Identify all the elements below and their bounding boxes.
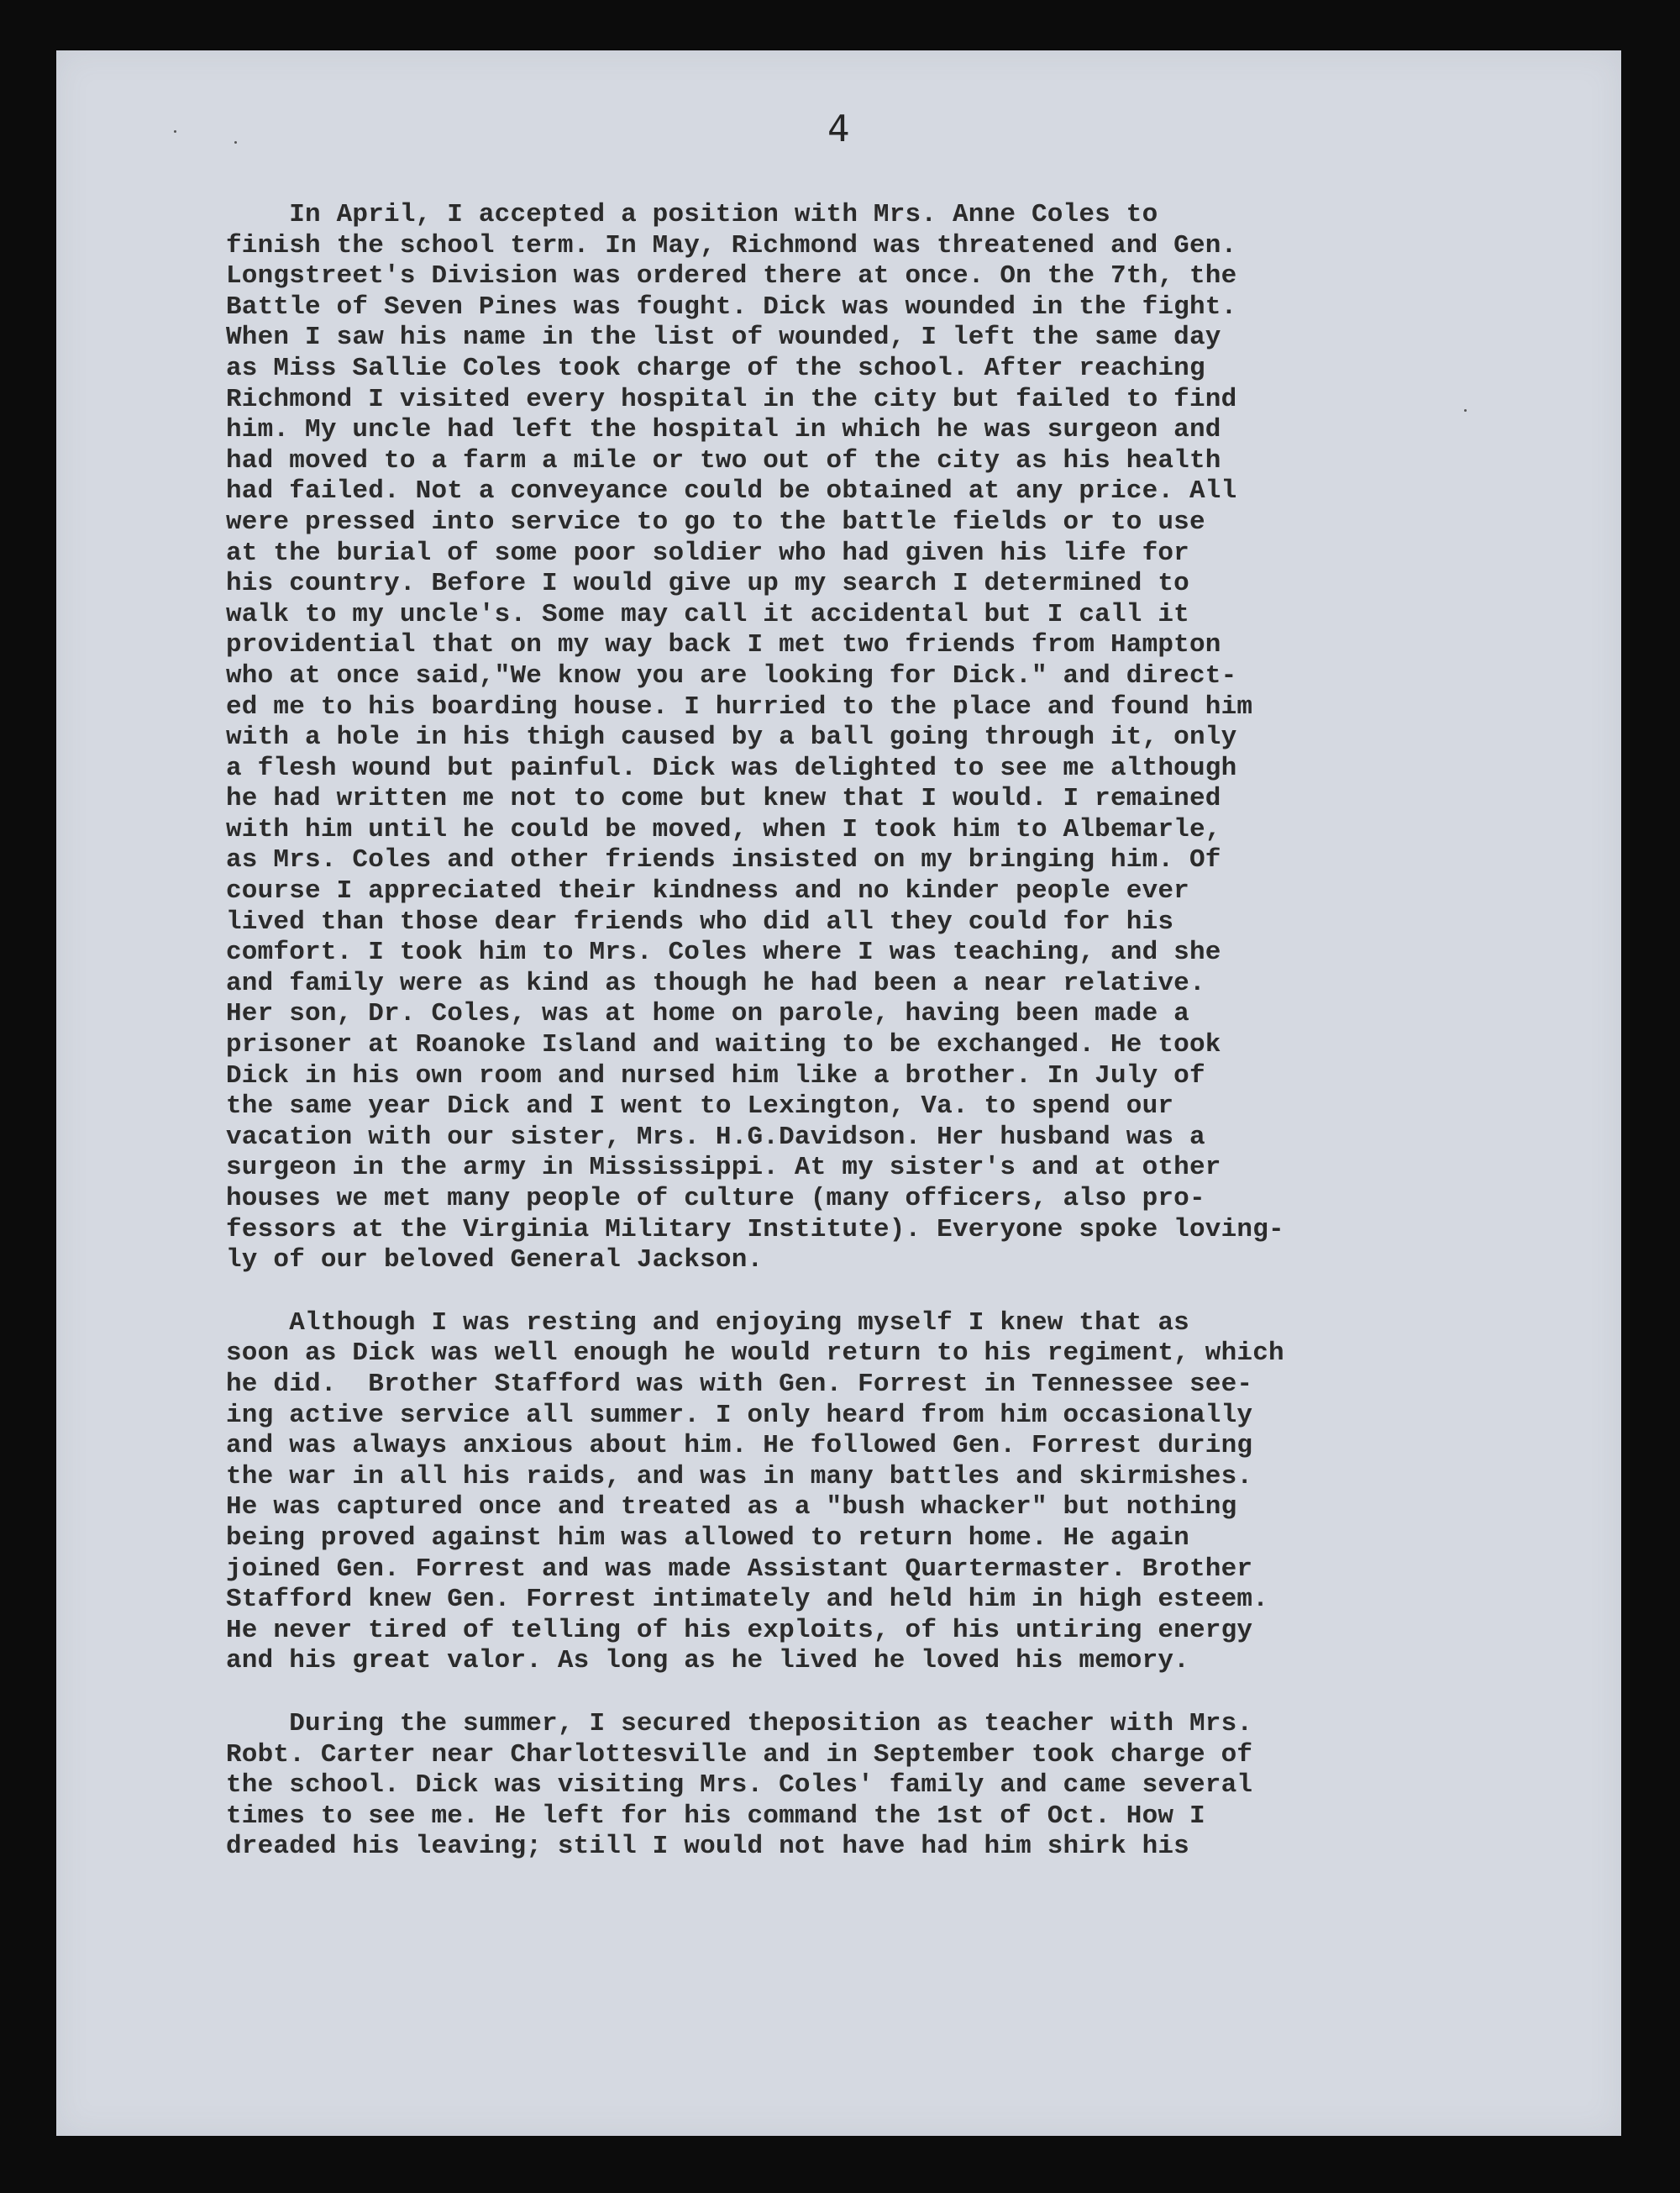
- text-line: who at once said,"We know you are looking for Dick." and direct-: [226, 660, 1237, 691]
- paragraph-2: [226, 1308, 1553, 1677]
- text-line: Stafford knew Gen. Forrest intimately and held him in high esteem.: [226, 1585, 1268, 1615]
- paragraph-gap: [226, 1276, 1553, 1308]
- text-line: Battle of Seven Pines was fought. Dick was wounded in the fight.: [226, 292, 1237, 322]
- text-line: the war in all his raids, and was in many battles and skirmishes.: [226, 1461, 1253, 1491]
- text-line: his country. Before I would give up my search I determined to: [226, 569, 1189, 599]
- text-line: and was always anxious about him. He followed Gen. Forrest during: [226, 1431, 1253, 1461]
- text-line: being proved against him was allowed to return home. He again: [226, 1522, 1189, 1553]
- document-body: [226, 200, 1553, 1863]
- text-line: Longstreet's Division was ordered there at once. On the 7th, the: [226, 261, 1237, 292]
- text-line: ing active service all summer. I only heard from him occasionally: [226, 1400, 1253, 1430]
- text-line: When I saw his name in the list of wounded, I left the same day: [226, 323, 1221, 353]
- text-line: Her son, Dr. Coles, was at home on parole, having been made a: [226, 999, 1189, 1029]
- text-line: He never tired of telling of his exploits, of his untiring energy: [226, 1615, 1253, 1645]
- text-line: finish the school term. In May, Richmond was threatened and Gen.: [226, 230, 1237, 260]
- text-line: ly of our beloved General Jackson.: [226, 1245, 764, 1275]
- text-line: at the burial of some poor soldier who had given his life for: [226, 538, 1189, 568]
- text-line: had moved to a farm a mile or two out of the city as his health: [226, 445, 1221, 476]
- text-line: the same year Dick and I went to Lexington, Va. to spend our: [226, 1091, 1174, 1122]
- text-line: soon as Dick was well enough he would return to his regiment, which: [226, 1338, 1284, 1369]
- text-line: as Mrs. Coles and other friends insisted on my bringing him. Of: [226, 845, 1221, 876]
- text-line: with a hole in his thigh caused by a ball going through it, only: [226, 723, 1237, 753]
- text-line: surgeon in the army in Mississippi. At my sister's and at other: [226, 1153, 1221, 1183]
- text-line: times to see me. He left for his command the 1st of Oct. How I: [226, 1801, 1205, 1831]
- text-line: with him until he could be moved, when I took him to Albemarle,: [226, 814, 1221, 844]
- page-number: 4: [827, 108, 850, 150]
- text-line: vacation with our sister, Mrs. H.G.Davidson. Her husband was a: [226, 1122, 1205, 1152]
- text-line: Robt. Carter near Charlottesville and in September took charge of: [226, 1739, 1253, 1770]
- text-line: lived than those dear friends who did all they could for his: [226, 907, 1174, 937]
- text-line: dreaded his leaving; still I would not have had him shirk his: [226, 1832, 1189, 1862]
- document-page: [56, 50, 1621, 2136]
- text-line: He was captured once and treated as a "bush whacker" but nothing: [226, 1492, 1237, 1522]
- text-line: as Miss Sallie Coles took charge of the school. After reaching: [226, 353, 1205, 383]
- text-line: a flesh wound but painful. Dick was delighted to see me although: [226, 753, 1237, 783]
- paper-speck: [174, 130, 176, 133]
- paper-speck: [234, 141, 237, 144]
- text-line: joined Gen. Forrest and was made Assistant Quartermaster. Brother: [226, 1554, 1253, 1584]
- text-line: he had written me not to come but knew that I would. I remained: [226, 784, 1221, 814]
- text-line: fessors at the Virginia Military Institute). Everyone spoke loving-: [226, 1214, 1284, 1244]
- text-line: the school. Dick was visiting Mrs. Coles' family and came several: [226, 1770, 1253, 1801]
- text-line: course I appreciated their kindness and no kinder people ever: [226, 876, 1189, 907]
- paragraph-gap: [226, 1677, 1553, 1709]
- text-line: prisoner at Roanoke Island and waiting to be exchanged. He took: [226, 1030, 1221, 1060]
- text-line: During the summer, I secured theposition as teacher with Mrs.: [226, 1708, 1253, 1738]
- text-line: Although I was resting and enjoying myself I knew that as: [226, 1307, 1189, 1338]
- paragraph-1: [226, 200, 1553, 1276]
- text-line: Richmond I visited every hospital in the city but failed to find: [226, 384, 1237, 414]
- text-line: and his great valor. As long as he lived he loved his memory.: [226, 1646, 1189, 1676]
- text-line: providential that on my way back I met two friends from Hampton: [226, 630, 1221, 660]
- text-line: him. My uncle had left the hospital in which he was surgeon and: [226, 415, 1221, 445]
- text-line: he did. Brother Stafford was with Gen. Forrest in Tennessee see-: [226, 1369, 1253, 1399]
- text-line: houses we met many people of culture (many officers, also pro-: [226, 1184, 1205, 1213]
- text-line: were pressed into service to go to the battle fields or to use: [226, 507, 1205, 537]
- text-line: ed me to his boarding house. I hurried to the place and found him: [226, 692, 1253, 722]
- text-line: and family were as kind as though he had been a near relative.: [226, 968, 1205, 998]
- paragraph-3: [226, 1709, 1553, 1863]
- text-line: had failed. Not a conveyance could be obtained at any price. All: [226, 476, 1237, 507]
- text-line: In April, I accepted a position with Mrs. Anne Coles to: [226, 200, 1158, 229]
- text-line: walk to my uncle's. Some may call it accidental but I call it: [226, 599, 1189, 629]
- text-line: comfort. I took him to Mrs. Coles where I was teaching, and she: [226, 938, 1221, 968]
- text-line: Dick in his own room and nursed him like a brother. In July of: [226, 1060, 1205, 1091]
